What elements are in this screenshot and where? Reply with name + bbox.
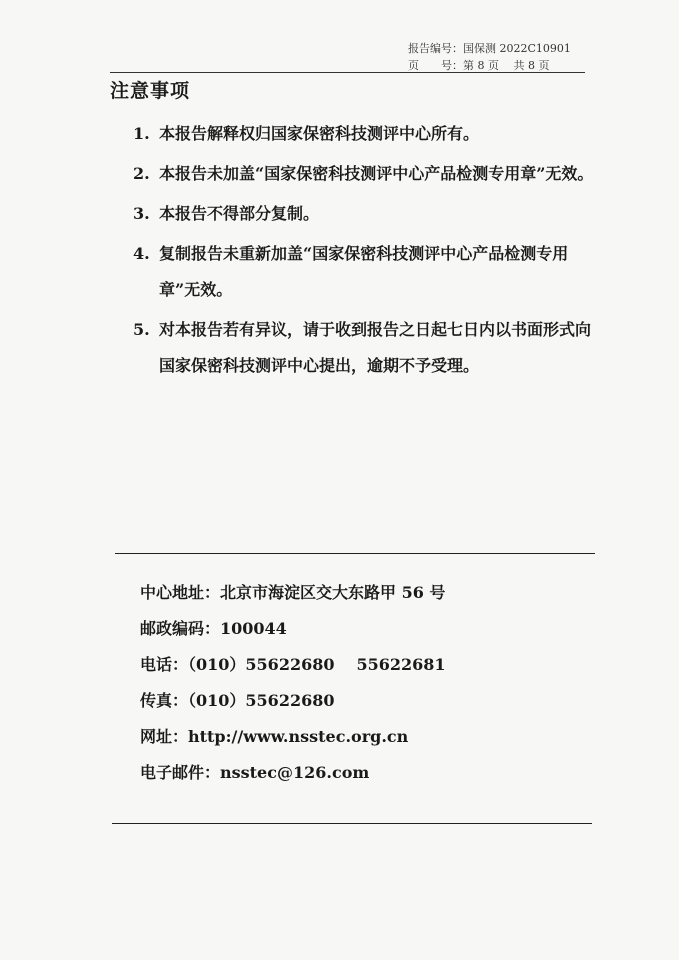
- notice-item-text: 本报告不得部分复制。: [159, 204, 320, 223]
- postcode-label: 邮政编码：: [140, 619, 221, 638]
- notice-list: [133, 116, 603, 388]
- notice-item-number: 5.: [133, 320, 150, 339]
- email-row: [140, 755, 600, 791]
- phone-label: 电话：: [140, 655, 189, 674]
- website-row: [140, 719, 600, 755]
- website-label: 网址：: [140, 727, 189, 746]
- postcode-value: 100044: [220, 619, 287, 638]
- report-number-label: 报告编号：: [408, 42, 463, 55]
- notice-item: [133, 156, 603, 192]
- page-number-label: 页 号：: [408, 59, 463, 72]
- email-link[interactable]: nsstec@126.com: [220, 763, 370, 782]
- report-number-value: 国保测 2022C10901: [463, 42, 571, 55]
- phone-row: [140, 647, 600, 683]
- postcode-row: [140, 611, 600, 647]
- email-label: 电子邮件：: [140, 763, 221, 782]
- report-number-line: [408, 40, 571, 57]
- contact-divider-bottom: [112, 823, 592, 824]
- notice-item-number: 2.: [133, 164, 150, 183]
- notice-item-number: 4.: [133, 244, 150, 263]
- notice-item-text: 复制报告未重新加盖“国家保密科技测评中心产品检测专用章”无效。: [159, 244, 569, 299]
- notice-item-text: 对本报告若有异议，请于收到报告之日起七日内以书面形式向国家保密科技测评中心提出，逾期不予受理。: [159, 320, 592, 375]
- address-row: [140, 575, 600, 611]
- notice-item-number: 3.: [133, 204, 150, 223]
- fax-value: （010）55622680: [188, 691, 335, 710]
- notice-title: 注意事项: [110, 80, 191, 102]
- fax-row: [140, 683, 600, 719]
- fax-label: 传真：: [140, 691, 189, 710]
- notice-item: [133, 236, 603, 308]
- report-header-info: [408, 40, 571, 74]
- address-value: 北京市海淀区交大东路甲 56 号: [220, 583, 446, 602]
- contact-block: [140, 575, 600, 791]
- website-link[interactable]: http://www.nsstec.org.cn: [188, 727, 409, 746]
- notice-item-number: 1.: [133, 124, 150, 143]
- address-label: 中心地址：: [140, 583, 221, 602]
- contact-divider-top: [115, 553, 595, 554]
- page-number-value: 第 8 页 共 8 页: [463, 59, 550, 72]
- notice-item: [133, 116, 603, 152]
- phone-value-alt: 55622681: [356, 655, 446, 674]
- notice-item-text: 本报告未加盖“国家保密科技测评中心产品检测专用章”无效。: [159, 164, 594, 183]
- notice-item: [133, 196, 603, 232]
- phone-value: （010）55622680: [188, 655, 335, 674]
- header-divider: [110, 72, 585, 73]
- notice-item: [133, 312, 603, 384]
- notice-item-text: 本报告解释权归国家保密科技测评中心所有。: [159, 124, 480, 143]
